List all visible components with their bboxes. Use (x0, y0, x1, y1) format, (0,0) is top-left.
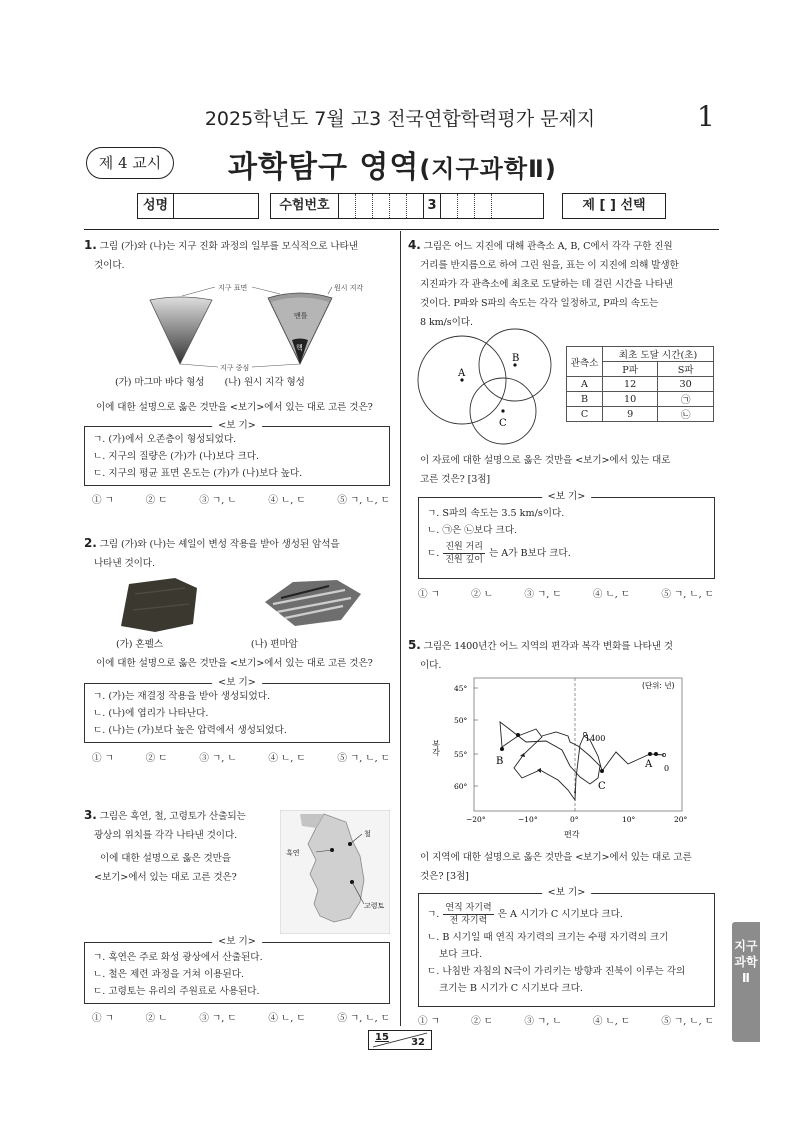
graphite-label: 흑연 (286, 849, 300, 857)
subject-sub: (지구과학Ⅱ) (419, 155, 557, 183)
q1-figure (140, 278, 380, 374)
exam-digit-box (373, 194, 390, 218)
q2-option[interactable]: ④ ㄴ, ㄷ (268, 753, 306, 764)
subject-main: 과학탐구 영역 (228, 150, 420, 185)
q1-prompt: 이에 대한 설명으로 옳은 것만을 <보기>에서 있는 대로 고른 것은? (96, 402, 373, 413)
kaolin-label: 고령토 (364, 902, 385, 910)
q3-bogi-title: <보 기> (212, 935, 262, 949)
fraction-denominator: 전 자기력 (449, 916, 488, 926)
station-c-label: C (499, 418, 507, 429)
q5-bogi-item-cont: 보다 크다. (439, 949, 483, 960)
q3-text-line: 3. 그림은 흑연, 철, 고령토가 산출되는 (84, 808, 246, 822)
q4-option[interactable]: ② ㄴ (471, 589, 494, 600)
q3-option[interactable]: ⑤ ㄱ, ㄴ, ㄷ (337, 1013, 390, 1024)
q3-text-line: 이에 대한 설명으로 옳은 것만을 (100, 853, 231, 864)
q3-option[interactable]: ① ㄱ (92, 1013, 114, 1024)
q1-bogi-item: ㄱ. (가)에서 오존층이 형성되었다. (93, 434, 237, 445)
q3-bogi-box (84, 936, 390, 1004)
q3-bogi-item: ㄱ. 흑연은 주로 화성 광상에서 산출된다. (93, 952, 263, 963)
q5-option[interactable]: ② ㄷ (471, 1016, 494, 1027)
q2-bogi-item: ㄴ. (나)에 엽리가 나타난다. (93, 708, 209, 719)
q4-option[interactable]: ① ㄱ (418, 589, 440, 600)
q1-number: 1. (84, 238, 97, 252)
fraction-denominator: 진원 깊이 (445, 555, 483, 565)
q5-option[interactable]: ④ ㄴ, ㄷ (592, 1016, 631, 1027)
th-station: 관측소 (567, 347, 603, 377)
q1-options (92, 492, 390, 506)
name-field[interactable] (137, 193, 259, 219)
center-label: 지구 중심 (220, 364, 250, 372)
q3-number: 3. (84, 808, 97, 822)
q5-option[interactable]: ⑤ ㄱ, ㄴ, ㄷ (661, 1016, 714, 1027)
q2-text-line: 2. 그림 (가)와 (나)는 셰일이 변성 작용을 받아 생성된 암석을 (84, 536, 340, 550)
q2-figure (115, 574, 375, 638)
q2-bogi-item: ㄱ. (가)는 재결정 작용을 받아 생성되었다. (93, 691, 271, 702)
q5-bogi-item-cont: 크기는 B 시기가 C 시기보다 크다. (439, 983, 583, 994)
unit-label: (단위: 년) (642, 681, 675, 690)
q2-number: 2. (84, 536, 97, 550)
q2-bogi-item: ㄷ. (나)는 (가)보다 높은 압력에서 생성되었다. (93, 725, 287, 736)
header-rule (84, 229, 719, 230)
surface-label: 지구 표면 (218, 284, 248, 292)
q5-bogi-item: ㄱ. 연직 자기력 전 자기력 은 A 시기가 C 시기보다 크다. (427, 903, 623, 926)
q4-epicenter-circles (414, 325, 554, 447)
page-number: 1 (697, 100, 715, 133)
q5-text-line: 이다. (420, 660, 442, 671)
q4-text-line: 거리를 반지름으로 하여 그린 원을, 표는 이 지진에 의해 발생한 (420, 260, 679, 271)
q3-options (92, 1010, 390, 1024)
exam-digit-box (356, 194, 373, 218)
q2-options (92, 750, 390, 764)
question-1 (84, 236, 392, 275)
q5-option[interactable]: ③ ㄱ, ㄴ (524, 1016, 562, 1027)
x-tick-label: 0° (570, 815, 579, 824)
q2-bogi-box (84, 677, 390, 743)
q4-bogi-title: <보 기> (542, 490, 592, 504)
q4-option[interactable]: ③ ㄱ, ㄷ (524, 589, 562, 600)
q1-caption-b: (나) 원시 지각 형성 (224, 377, 305, 388)
iron-label: 철 (364, 830, 371, 838)
q4-option[interactable]: ⑤ ㄱ, ㄴ, ㄷ (661, 589, 714, 600)
q5-bogi-item: ㄴ. B 시기일 때 연직 자기력의 크기는 수평 자기력의 크기 (427, 932, 669, 943)
q2-caption-a: (가) 혼펠스 (116, 639, 163, 650)
table-row: A 12 30 (567, 377, 714, 392)
question-4 (408, 236, 720, 332)
y-tick-label: 45° (454, 684, 468, 693)
q5-options (418, 1013, 714, 1027)
q1-bogi-box (84, 420, 390, 486)
q5-prompt: 이 지역에 대한 설명으로 옳은 것만을 <보기>에서 있는 대로 고른 것은? [3점] (420, 852, 692, 882)
q3-bogi-item: ㄴ. 철은 제련 과정을 거쳐 이용된다. (93, 969, 245, 980)
q3-text-line: <보기>에서 있는 대로 고른 것은? (94, 872, 237, 883)
point-b-label: B (496, 756, 504, 767)
y-axis-label: 복각 (431, 740, 441, 756)
q1-option[interactable]: ④ ㄴ, ㄷ (268, 495, 306, 506)
point-c-label: C (598, 781, 606, 792)
q4-bogi-item: ㄱ. S파의 속도는 3.5 km/s이다. (427, 508, 565, 519)
q3-text-line: 광상의 위치를 각각 나타낸 것이다. (94, 830, 238, 841)
exam-digit-box (475, 194, 492, 218)
x-tick-label: −20° (466, 815, 486, 824)
fraction-numerator: 연직 자기력 (445, 903, 492, 913)
name-label: 성명 (138, 194, 174, 218)
th-p: P파 (603, 362, 658, 377)
fraction-numerator: 진원 거리 (445, 542, 483, 552)
exam-title: 2025학년도 7월 고3 전국연합학력평가 문제지 (204, 108, 596, 130)
q5-bogi-title: <보 기> (542, 886, 592, 900)
table-row: C 9 ㉡ (567, 407, 714, 422)
q4-options (418, 586, 714, 600)
q5-text-line: 5. 그림은 1400년간 어느 지역의 편각과 복각 변화를 나타낸 것 (408, 638, 673, 652)
question-5 (408, 636, 720, 675)
q1-text-line: 1. 그림 (가)와 (나)는 지구 진화 과정의 일부를 모식적으로 나타낸 (84, 238, 358, 252)
exam-number-label: 수험번호 (271, 194, 339, 218)
core-label: 핵 (296, 344, 303, 352)
q2-caption-b: (나) 편마암 (250, 639, 298, 650)
table-row: B 10 ㉠ (567, 392, 714, 407)
q2-option[interactable]: ② ㄷ (145, 753, 168, 764)
q4-option[interactable]: ④ ㄴ, ㄷ (592, 589, 631, 600)
q4-prompt: 이 자료에 대한 설명으로 옳은 것만을 <보기>에서 있는 대로 고른 것은? [3점] (420, 455, 671, 485)
q4-text-line: 지진파가 각 관측소에 최초로 도달하는 데 걸린 시간을 나타낸 (420, 279, 673, 290)
q2-option[interactable]: ⑤ ㄱ, ㄴ, ㄷ (337, 753, 390, 764)
q5-bogi-box (418, 887, 715, 1007)
q1-option[interactable]: ② ㄷ (145, 495, 168, 506)
q5-chart (430, 674, 700, 840)
subject-title (228, 142, 557, 186)
exam-digit-box (492, 194, 509, 218)
q1-captions (115, 373, 305, 392)
exam-digit-box (407, 194, 424, 218)
exam-digit-box (339, 194, 356, 218)
selection-field[interactable]: 제 [ ] 선택 (562, 193, 666, 219)
period-badge: 제 4 교시 (86, 147, 174, 179)
exam-digit-fixed: 3 (424, 194, 441, 218)
q4-bogi-item: ㄴ. ㉠은 ㉡보다 크다. (427, 525, 518, 536)
q2-bogi-title: <보 기> (212, 676, 262, 690)
x-tick-label: 20° (674, 815, 688, 824)
q5-option[interactable]: ① ㄱ (418, 1016, 440, 1027)
q2-captions (116, 635, 298, 654)
x-tick-label: −10° (518, 815, 538, 824)
q3-option[interactable]: ② ㄴ (145, 1013, 168, 1024)
page-indicator (368, 1030, 432, 1050)
q5-bogi-item: ㄷ. 나침반 자침의 N극이 가리키는 방향과 진북이 이루는 각의 (427, 966, 686, 977)
q2-prompt: 이에 대한 설명으로 옳은 것만을 <보기>에서 있는 대로 고른 것은? (96, 658, 373, 669)
y-tick-label: 60° (454, 782, 468, 791)
q3-korea-map (280, 810, 390, 934)
q1-text-line: 것이다. (94, 260, 125, 271)
crust-label: 원시 지각 (334, 284, 364, 292)
q1-bogi-item: ㄷ. 지구의 평균 표면 온도는 (가)가 (나)보다 높다. (93, 468, 303, 479)
q4-arrival-table (566, 346, 714, 422)
th-time: 최초 도달 시간(초) (603, 347, 714, 362)
y-tick-label: 50° (454, 716, 468, 725)
y-tick-label: 55° (454, 750, 468, 759)
q2-option[interactable]: ③ ㄱ, ㄴ (199, 753, 237, 764)
q2-option[interactable]: ① ㄱ (92, 753, 114, 764)
subject-side-tab: 지구과학Ⅱ (732, 922, 760, 1042)
q4-bogi-box (418, 491, 715, 579)
point-a-label: A (645, 759, 653, 770)
exam-digit-box (458, 194, 475, 218)
th-s: S파 (658, 362, 714, 377)
q1-option[interactable]: ① ㄱ (92, 495, 114, 506)
question-2 (84, 534, 392, 573)
q1-option[interactable]: ③ ㄱ, ㄴ (199, 495, 237, 506)
q1-bogi-item: ㄴ. 지구의 질량은 (가)가 (나)보다 크다. (93, 451, 260, 462)
magma-ocean-wedge (150, 297, 212, 364)
q4-text-line: 것이다. P파와 S파의 속도는 각각 일정하고, P파의 속도는 (420, 298, 659, 309)
q4-text-line: 4. 그림은 어느 지진에 대해 관측소 A, B, C에서 각각 구한 진원 (408, 238, 673, 252)
q4-number: 4. (408, 238, 421, 252)
x-tick-label: 10° (622, 815, 636, 824)
question-3 (84, 806, 274, 887)
current-page: 15 (375, 1032, 389, 1043)
q4-text-line: 8 km/s이다. (420, 317, 473, 328)
q1-option[interactable]: ⑤ ㄱ, ㄴ, ㄷ (337, 495, 390, 506)
q1-caption-a: (가) 마그마 바다 형성 (115, 377, 205, 388)
q1-bogi-title: <보 기> (212, 419, 262, 433)
station-b-label: B (512, 353, 520, 364)
station-a-label: A (458, 368, 466, 379)
label-0: 0 (664, 764, 670, 773)
exam-digit-box (390, 194, 407, 218)
exam-digit-box (441, 194, 458, 218)
q4-bogi-item: ㄷ. 진원 거리 진원 깊이 는 A가 B보다 크다. (427, 542, 571, 565)
x-axis-label: 편각 (564, 830, 580, 839)
q3-bogi-item: ㄷ. 고령토는 유리의 주원료로 사용된다. (93, 986, 260, 997)
mantle-label: 맨틀 (294, 312, 308, 320)
exam-number-field[interactable] (270, 193, 544, 219)
q2-text-line: 나타낸 것이다. (94, 558, 155, 569)
q3-option[interactable]: ③ ㄱ, ㄷ (199, 1013, 237, 1024)
label-1400: 1400 (585, 734, 606, 743)
column-divider (400, 231, 401, 1026)
total-pages: 32 (411, 1037, 425, 1048)
q3-option[interactable]: ④ ㄴ, ㄷ (268, 1013, 306, 1024)
q5-number: 5. (408, 638, 421, 652)
